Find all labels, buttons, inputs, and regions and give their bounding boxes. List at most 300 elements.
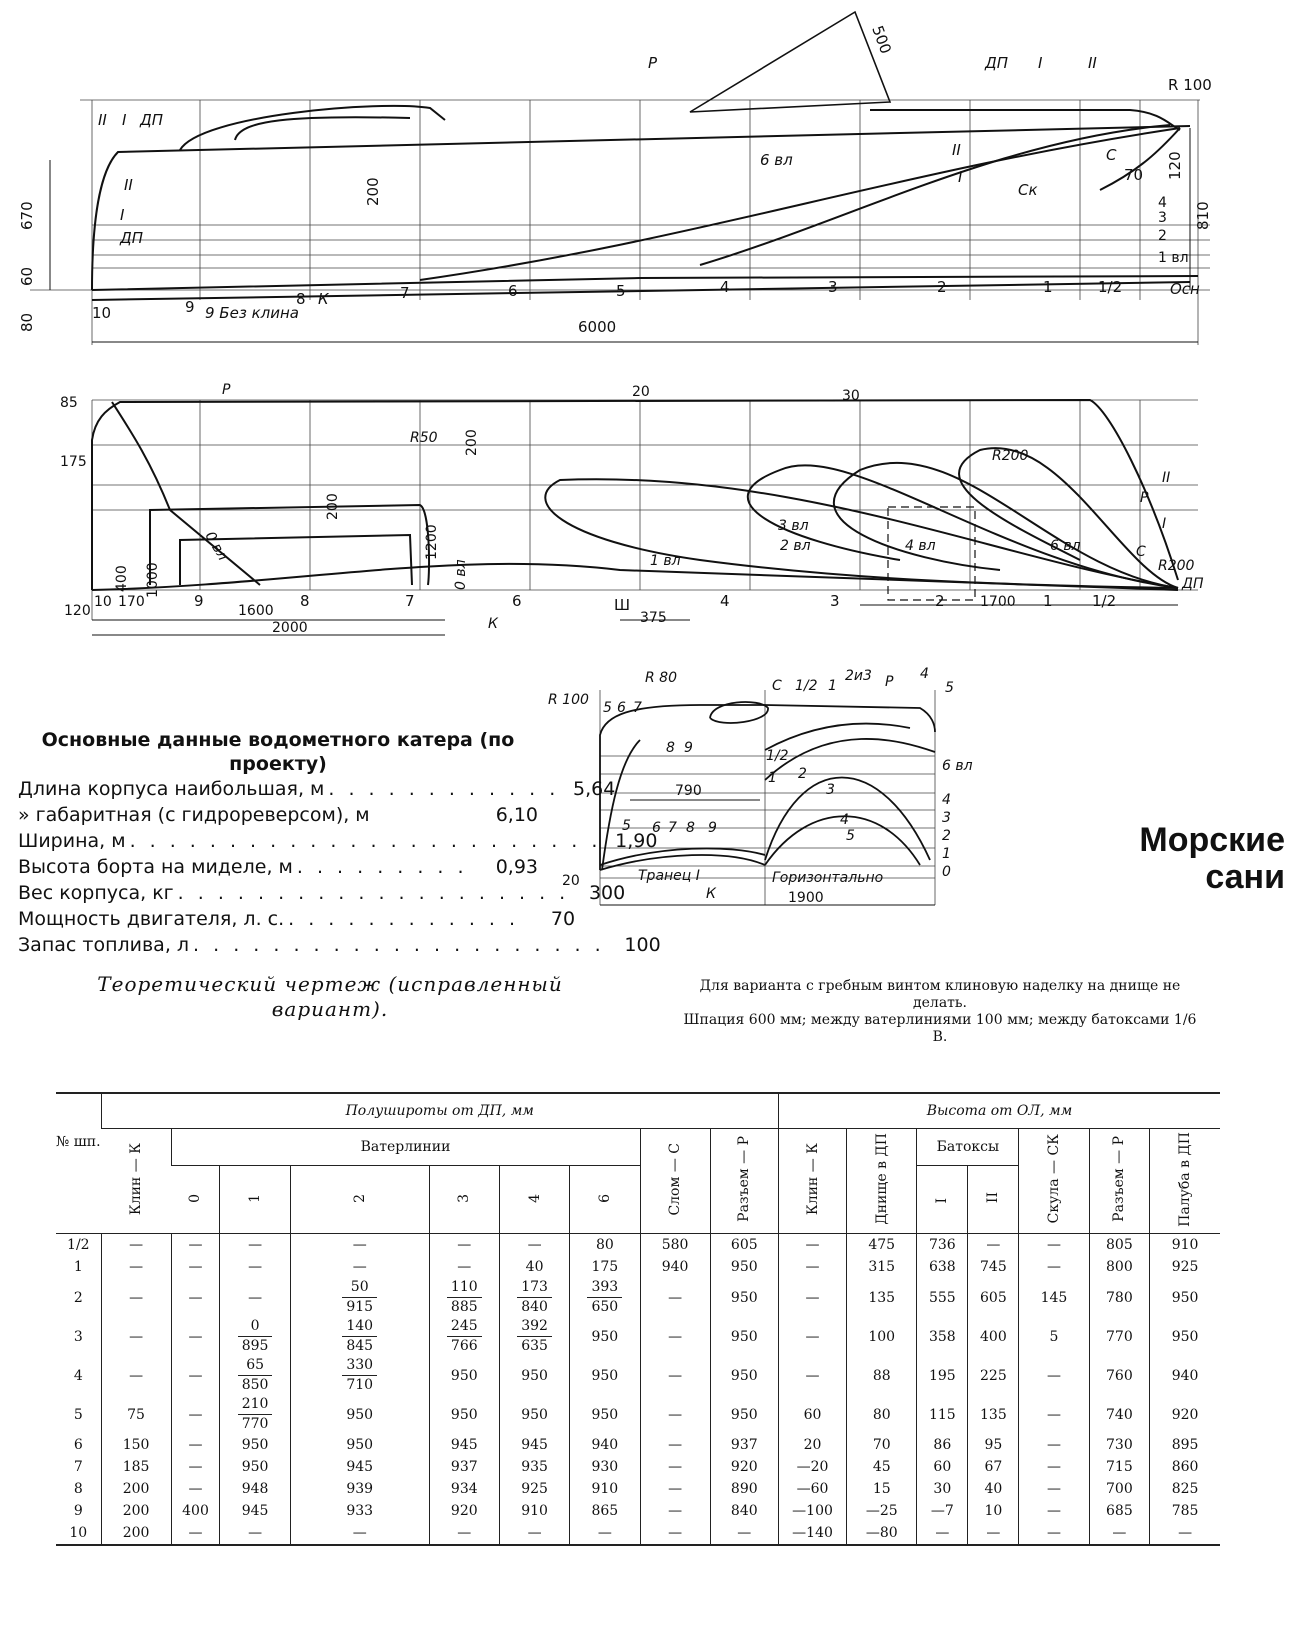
col-break-c-label: Слом — С <box>667 1142 684 1216</box>
bp-wl-3: 3 <box>942 810 951 826</box>
cell-hk: — <box>778 1256 846 1278</box>
cell-k: 200 <box>101 1500 171 1522</box>
note-line-1: Для варианта с гребным винтом клиновую наделку на днище не делать. <box>699 978 1181 1011</box>
table-row <box>56 1434 1220 1456</box>
col-wl-6 <box>570 1165 640 1233</box>
col-joint-p-h-label: Разъем — Р <box>1111 1136 1128 1222</box>
fraction-top: 393 <box>587 1278 622 1298</box>
fraction-bottom: 766 <box>450 1338 478 1354</box>
profile-curves <box>92 106 1198 300</box>
fraction-bottom: 845 <box>346 1338 374 1354</box>
plan-dim-375: 375 <box>640 610 667 626</box>
plan-station-9: 9 <box>194 592 204 610</box>
bp-fore-2: 2 <box>798 766 807 782</box>
drawing-caption: Теоретический чертеж (исправленный вариант). <box>97 972 563 1021</box>
bp-label-horizontal: Горизонтально <box>772 870 884 886</box>
plan-view-drawing <box>0 370 1300 660</box>
plan-label-wl6: 6 вл <box>1050 538 1081 554</box>
cell-w3: — <box>429 1256 499 1278</box>
cell-b1: 60 <box>917 1456 968 1478</box>
bp-aft-8: 8 <box>666 740 675 756</box>
fraction-bottom: 710 <box>346 1377 374 1393</box>
col-deck-dp <box>1150 1129 1220 1234</box>
bp-fore-3: 3 <box>826 782 835 798</box>
cell-b1: —7 <box>917 1500 968 1522</box>
cell-b2: — <box>968 1522 1019 1545</box>
fraction-bottom: 895 <box>241 1338 269 1354</box>
cell-deck: 925 <box>1150 1256 1220 1278</box>
col-wedge-k-h-label: Клин — К <box>804 1142 821 1216</box>
col-wl-3 <box>429 1165 499 1233</box>
spec-row <box>18 776 616 802</box>
cell-station: 5 <box>73 1406 83 1423</box>
cell-station: 10 <box>56 1522 101 1545</box>
spec-label: Мощность двигателя, л. с. <box>18 908 285 930</box>
cell-hk: — <box>778 1278 846 1317</box>
cell-ck: — <box>1019 1234 1089 1257</box>
plan-label-ii: II <box>1162 470 1171 486</box>
fraction <box>587 1278 622 1317</box>
table-row <box>56 1317 1220 1356</box>
bp-wl-1: 1 <box>942 846 951 862</box>
fraction <box>238 1395 273 1434</box>
fraction <box>342 1317 377 1356</box>
cell-b2: 10 <box>968 1500 1019 1522</box>
cell-b2: 40 <box>968 1478 1019 1500</box>
cell-w3: 950 <box>429 1356 499 1395</box>
plan-label-wl0b: 0 вл <box>453 559 469 590</box>
col-frame: № шп. <box>56 1093 101 1234</box>
cell-w6: 865 <box>570 1500 640 1522</box>
cell-w2: 933 <box>290 1500 429 1522</box>
cell-w0: — <box>171 1522 220 1545</box>
label-dp-fore: ДП <box>985 54 1008 72</box>
spec-label: Длина корпуса наибольшая, м <box>18 778 325 800</box>
cell-b1: 195 <box>917 1356 968 1395</box>
plan-station-8: 8 <box>300 592 310 610</box>
leader-dots: . . . . . . . . . . . . . . . . . . . . . <box>193 934 605 956</box>
fraction <box>447 1317 482 1356</box>
cell-station: 1 <box>73 1259 83 1275</box>
cell-dn: —25 <box>847 1500 917 1522</box>
note-line-2: Шпация 600 мм; между ватерлиниями 100 мм; между батоксами 1/6 В. <box>683 1012 1197 1045</box>
cell-hp: 740 <box>1089 1395 1150 1434</box>
col-buttock-2 <box>968 1165 1019 1233</box>
cell-b2: 67 <box>968 1456 1019 1478</box>
table-row <box>56 1456 1220 1478</box>
plan-dim-85: 85 <box>60 395 78 411</box>
cell-w3: 950 <box>429 1395 499 1434</box>
buttocks-header: Батоксы <box>917 1129 1019 1166</box>
cell-w1: — <box>220 1234 290 1257</box>
spec-label: Высота борта на миделе, м <box>18 856 293 878</box>
spec-row <box>18 802 538 828</box>
cell-hk: — <box>778 1356 846 1395</box>
cell-station: 7 <box>73 1459 83 1475</box>
cell-b2: — <box>968 1234 1019 1257</box>
table-row <box>56 1395 1220 1434</box>
cell-dn: 15 <box>847 1478 917 1500</box>
bp-aft-9b: 9 <box>708 820 717 836</box>
cell-w3 <box>429 1278 499 1317</box>
label-base: Осн <box>1170 280 1200 298</box>
page-title <box>1060 822 1285 896</box>
spec-value: 300 <box>588 882 626 904</box>
plan-dim-20: 20 <box>632 384 650 400</box>
cell-b2: 95 <box>968 1434 1019 1456</box>
cell-b1: 555 <box>917 1278 968 1317</box>
bp-label-transom: Транец I <box>638 868 700 884</box>
cell-b2: 745 <box>968 1256 1019 1278</box>
cell-w2: 950 <box>290 1395 429 1434</box>
cell-p: 950 <box>710 1278 778 1317</box>
dim-70: 70 <box>1124 166 1144 184</box>
plan-station-3: 3 <box>830 592 840 610</box>
cell-k: — <box>101 1256 171 1278</box>
cell-deck: 950 <box>1150 1278 1220 1317</box>
fraction-top: 65 <box>238 1356 273 1376</box>
col-buttock-1 <box>917 1165 968 1233</box>
plan-label-keel: К <box>488 616 498 632</box>
fraction-bottom: 840 <box>521 1299 548 1315</box>
offsets-table <box>56 1092 1220 1546</box>
profile-station-8: 8 <box>296 290 306 308</box>
spec-row <box>18 854 538 880</box>
dim-r100: R 100 <box>1168 76 1212 94</box>
cell-b1: 736 <box>917 1234 968 1257</box>
cell-k: 75 <box>101 1395 171 1434</box>
cell-c: — <box>640 1317 710 1356</box>
waterlines-header: Ватерлинии <box>171 1129 640 1166</box>
cell-b2: 605 <box>968 1278 1019 1317</box>
table-row <box>56 1356 1220 1395</box>
plan-station-half: 1/2 <box>1092 592 1117 610</box>
cell-w6: 175 <box>570 1256 640 1278</box>
cell-ck: — <box>1019 1478 1089 1500</box>
label-rupture: Р <box>648 54 658 72</box>
profile-station-2: 2 <box>937 278 947 296</box>
bp-label-p: Р <box>885 674 894 690</box>
cell-dn: 475 <box>847 1234 917 1257</box>
spec-label: Вес корпуса, кг <box>18 882 174 904</box>
cell-w0: — <box>171 1317 220 1356</box>
cell-b1: — <box>917 1522 968 1545</box>
cell-ck: — <box>1019 1356 1089 1395</box>
cell-station: 3 <box>73 1328 83 1345</box>
cell-w0: 400 <box>171 1500 220 1522</box>
label-sheer1-aft: I <box>122 111 127 129</box>
profile-station-half: 1/2 <box>1098 278 1123 296</box>
plan-dim-200a: 200 <box>325 493 341 520</box>
cell-b2: 135 <box>968 1395 1019 1434</box>
cell-hp: — <box>1089 1522 1150 1545</box>
group-half-widths <box>101 1093 778 1129</box>
cell-w0: — <box>171 1278 220 1317</box>
cell-w6: — <box>570 1522 640 1545</box>
plan-dim-200b: 200 <box>464 429 480 456</box>
leader-dots: . . . . . . . . . . . . <box>328 778 560 800</box>
profile-view-drawing <box>0 0 1300 370</box>
cell-w1: — <box>220 1522 290 1545</box>
leader-dots: . . . . . . . . . <box>296 856 468 878</box>
col-wl-2-label: 2 <box>351 1194 368 1204</box>
cell-b2: 225 <box>968 1356 1019 1395</box>
cell-p: 920 <box>710 1456 778 1478</box>
cell-dn: 45 <box>847 1456 917 1478</box>
plan-dim-175: 175 <box>60 454 87 470</box>
plan-grid <box>92 400 1198 620</box>
cell-w0: — <box>171 1478 220 1500</box>
fraction-top: 210 <box>238 1395 273 1415</box>
cell-w3: — <box>429 1522 499 1545</box>
plan-dim-120: 120 <box>64 603 91 619</box>
bp-aft-7: 7 <box>633 700 642 716</box>
cell-ck: — <box>1019 1522 1089 1545</box>
spec-value: 6,10 <box>495 804 538 826</box>
cell-w0: — <box>171 1234 220 1257</box>
cell-w2 <box>290 1278 429 1317</box>
profile-station-1: 1 <box>1043 278 1053 296</box>
title-line-2: сани <box>1205 858 1285 896</box>
plan-dim-2000: 2000 <box>272 620 308 636</box>
dim-total-length: 6000 <box>578 318 617 336</box>
cell-c: — <box>640 1500 710 1522</box>
col-bottom-dp <box>847 1129 917 1234</box>
cell-hp: 760 <box>1089 1356 1150 1395</box>
cell-b1: 115 <box>917 1395 968 1434</box>
plan-dim-1600: 1600 <box>238 603 274 619</box>
cell-dn: 88 <box>847 1356 917 1395</box>
plan-label-r200b: R200 <box>1158 558 1195 574</box>
label-wl6: 6 вл <box>760 151 793 169</box>
wl-mark-2: 2 <box>1158 228 1167 244</box>
plan-dim-170: 170 <box>118 594 145 610</box>
profile-curve-labels <box>98 54 1200 322</box>
cell-ck: — <box>1019 1434 1089 1456</box>
cell-w4 <box>499 1278 569 1317</box>
spec-value: 100 <box>624 934 661 956</box>
plan-station-2: 2 <box>935 592 945 610</box>
dim-810: 810 <box>1194 201 1212 230</box>
cell-w3: 920 <box>429 1500 499 1522</box>
dim-60: 60 <box>18 266 36 286</box>
cell-ck: — <box>1019 1256 1089 1278</box>
cell-station: 6 <box>73 1437 83 1453</box>
spec-value: 1,90 <box>615 830 658 852</box>
spec-value: 5,64 <box>572 778 616 800</box>
bp-fore-4: 4 <box>840 812 849 828</box>
cell-dn: 80 <box>847 1395 917 1434</box>
plan-label-wl4: 4 вл <box>905 538 936 554</box>
bp-label-four: 4 <box>920 666 929 682</box>
table-row <box>56 1256 1220 1278</box>
cell-w4: 40 <box>499 1256 569 1278</box>
leader-dots <box>370 802 486 828</box>
bp-aft-6: 6 <box>617 700 626 716</box>
cell-p: 605 <box>710 1234 778 1257</box>
cell-hk: 60 <box>778 1395 846 1434</box>
cell-b1: 358 <box>917 1317 968 1356</box>
cell-dn: 70 <box>847 1434 917 1456</box>
leader-dots: . . . . . . . . . . . . . . . . . . . . . . . . <box>129 830 602 852</box>
cell-w1 <box>220 1395 290 1434</box>
profile-dimensions <box>18 23 1212 336</box>
cell-w2: — <box>290 1522 429 1545</box>
body-plan-fore-curves <box>766 748 855 844</box>
bp-label-two-three: 2и3 <box>845 668 872 684</box>
col-wl-1-label: 1 <box>247 1194 264 1204</box>
bp-label-half: 1/2 <box>795 678 818 694</box>
label-keel: К <box>318 290 329 308</box>
cell-ck: 145 <box>1019 1278 1089 1317</box>
plan-dim-1700: 1700 <box>980 594 1016 610</box>
windshield <box>690 12 890 112</box>
cell-hp: 805 <box>1089 1234 1150 1257</box>
cell-c: — <box>640 1456 710 1478</box>
fraction <box>238 1317 273 1356</box>
cell-k: 200 <box>101 1478 171 1500</box>
wl-mark-1: 1 вл <box>1158 250 1189 266</box>
col-chine-ck <box>1019 1129 1089 1234</box>
cell-w2 <box>290 1356 429 1395</box>
plan-transom-mark: Ш <box>614 596 631 614</box>
wl-mark-4: 4 <box>1158 195 1167 211</box>
spec-row <box>18 828 658 854</box>
bp-aft-8b: 8 <box>686 820 695 836</box>
cell-w2: 950 <box>290 1434 429 1456</box>
profile-wl-marks <box>1158 195 1189 266</box>
cell-w6: 950 <box>570 1317 640 1356</box>
cell-ck: — <box>1019 1395 1089 1434</box>
plan-label-wl2: 2 вл <box>780 538 811 554</box>
drawing-notes <box>680 978 1200 1046</box>
cell-hp: 770 <box>1089 1317 1150 1356</box>
col-wl-0 <box>171 1165 220 1233</box>
plan-station-1: 1 <box>1043 592 1053 610</box>
cell-c: — <box>640 1522 710 1545</box>
fraction <box>517 1278 552 1317</box>
cell-w6: 80 <box>570 1234 640 1257</box>
cell-hk: —140 <box>778 1522 846 1545</box>
cell-w6: 950 <box>570 1356 640 1395</box>
cell-dn: 135 <box>847 1278 917 1317</box>
spec-label: » габаритная (с гидрореверсом), м <box>18 804 370 826</box>
cell-w6: 930 <box>570 1456 640 1478</box>
cell-hp: 780 <box>1089 1278 1150 1317</box>
cell-k: 185 <box>101 1456 171 1478</box>
cell-w1: 950 <box>220 1456 290 1478</box>
bp-fore-5: 5 <box>846 828 855 844</box>
cell-w4: 950 <box>499 1356 569 1395</box>
cell-w4: 950 <box>499 1395 569 1434</box>
label-sheer2-fore: II <box>1088 54 1097 72</box>
cell-station: 8 <box>73 1481 83 1497</box>
cell-deck: 895 <box>1150 1434 1220 1456</box>
cell-w1: 948 <box>220 1478 290 1500</box>
cell-hk: —60 <box>778 1478 846 1500</box>
cell-w3: 937 <box>429 1456 499 1478</box>
leader-dots: . . . . . . . . . . . . . . . . . . . . <box>177 882 570 904</box>
table-row <box>56 1500 1220 1522</box>
cell-ck: — <box>1019 1456 1089 1478</box>
cell-w0: — <box>171 1395 220 1434</box>
cell-k: — <box>101 1317 171 1356</box>
fraction <box>238 1356 273 1395</box>
profile-station-9: 9 <box>185 298 195 316</box>
table-row <box>56 1234 1220 1257</box>
spec-value: 70 <box>550 908 576 930</box>
group-heights <box>778 1093 1220 1129</box>
cell-w6: 940 <box>570 1434 640 1456</box>
label-dp-aft: ДП <box>140 111 163 129</box>
cell-hp: 800 <box>1089 1256 1150 1278</box>
cell-deck: 940 <box>1150 1356 1220 1395</box>
fraction-bottom: 770 <box>241 1416 269 1432</box>
cell-w1: 950 <box>220 1434 290 1456</box>
specs-title: Основные данные водометного катера (по проекту) <box>41 729 515 775</box>
col-wedge-k-h <box>778 1129 846 1234</box>
fraction <box>447 1278 482 1317</box>
cell-hp: 700 <box>1089 1478 1150 1500</box>
col-wl-0-label: 0 <box>187 1194 204 1204</box>
bp-aft-9: 9 <box>684 740 693 756</box>
cell-w6 <box>570 1278 640 1317</box>
label-sheer1-fore: I <box>1038 54 1043 72</box>
profile-station-5: 5 <box>616 282 626 300</box>
cell-p: 840 <box>710 1500 778 1522</box>
cell-hk: 20 <box>778 1434 846 1456</box>
cell-dn: —80 <box>847 1522 917 1545</box>
plan-station-7: 7 <box>405 592 415 610</box>
fraction-top: 330 <box>342 1356 377 1376</box>
title-line-1: Морские <box>1139 821 1285 859</box>
wl-mark-3: 3 <box>1158 210 1167 226</box>
cell-station: 4 <box>73 1367 83 1384</box>
fraction-bottom: 650 <box>591 1299 619 1315</box>
cell-deck: 860 <box>1150 1456 1220 1478</box>
col-wedge-k <box>101 1129 171 1234</box>
plan-label-dp: ДП <box>1182 576 1204 592</box>
fraction-top: 50 <box>342 1278 377 1298</box>
col-wl-1 <box>220 1165 290 1233</box>
cell-c: — <box>640 1434 710 1456</box>
profile-station-7: 7 <box>400 284 410 302</box>
plan-dim-1000: 1000 <box>145 562 161 598</box>
table-row <box>56 1478 1220 1500</box>
col-chine-ck-label: Скула — СК <box>1045 1134 1062 1224</box>
cell-ck: — <box>1019 1500 1089 1522</box>
dim-670: 670 <box>18 201 36 230</box>
cell-k: 200 <box>101 1522 171 1545</box>
col-deck-dp-label: Палуба в ДП <box>1177 1131 1194 1227</box>
fraction-top: 110 <box>447 1278 482 1298</box>
cell-hk: —20 <box>778 1456 846 1478</box>
header-row-subgroups <box>56 1129 1220 1166</box>
cell-w1: — <box>220 1278 290 1317</box>
bp-label-r100: R 100 <box>548 692 589 708</box>
col-wl-6-label: 6 <box>596 1194 613 1204</box>
col-joint-p <box>710 1129 778 1234</box>
cell-w2: 945 <box>290 1456 429 1478</box>
bp-wl-2: 2 <box>942 828 951 844</box>
cell-deck: 910 <box>1150 1234 1220 1257</box>
cell-c: — <box>640 1278 710 1317</box>
cell-p: 950 <box>710 1395 778 1434</box>
cell-p: — <box>710 1522 778 1545</box>
plan-label-rupture: Р <box>222 382 231 398</box>
bp-label-r80: R 80 <box>645 670 677 686</box>
bp-fore-half: 1/2 <box>766 748 789 764</box>
